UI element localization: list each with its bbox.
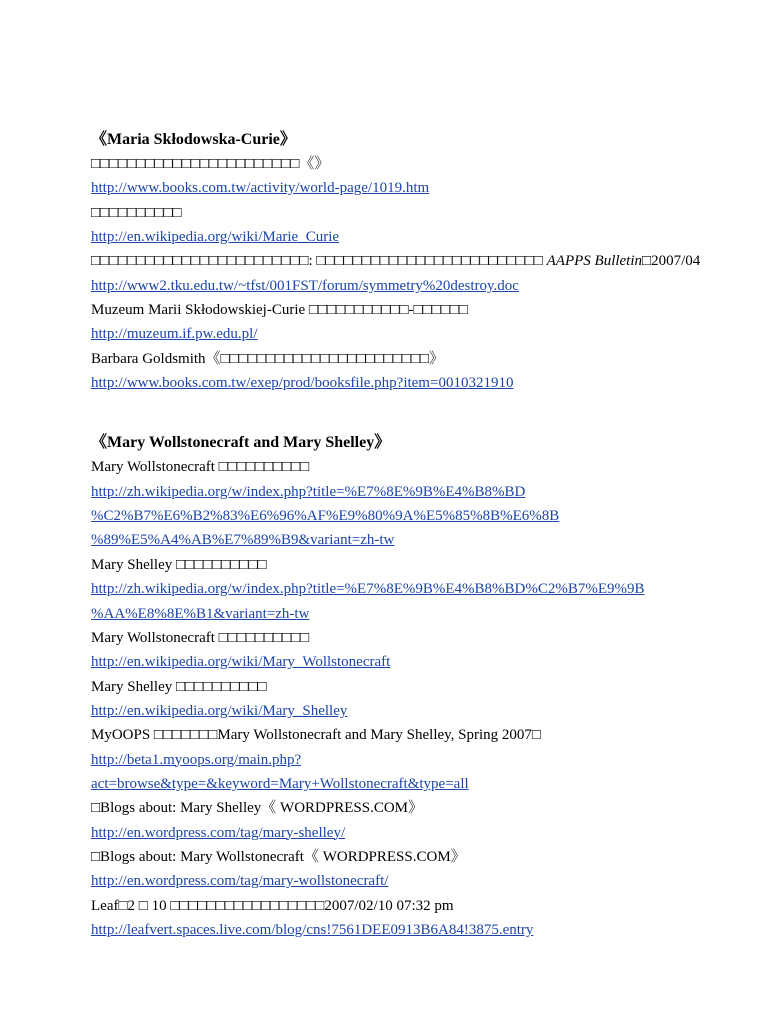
text-line: Leaf□2 □ 10 □□□□□□□□□□□□□□□□□2007/02/10 07:32 pm: [91, 897, 454, 914]
hyperlink[interactable]: http://en.wikipedia.org/wiki/Marie_Curie: [91, 229, 340, 246]
text-line: [91, 249, 731, 273]
text-line: □Blogs about: Mary Shelley《 WORDPRESS.COM》: [91, 800, 423, 817]
text-segment: □2007/04: [642, 253, 701, 270]
hyperlink[interactable]: http://leafvert.spaces.live.com/blog/cns!7561DEE0913B6A84!3875.entry: [91, 921, 534, 938]
text-line: Barbara Goldsmith《□□□□□□□□□□□□□□□□□□□□□□□》: [91, 350, 444, 367]
hyperlink[interactable]: act=browse&type=&keyword=Mary+Wollstonecraft&type=all: [91, 775, 469, 792]
text-line: Mary Wollstonecraft □□□□□□□□□□: [91, 459, 310, 476]
text-line: MyOOPS □□□□□□□Mary Wollstonecraft and Mary Shelley, Spring 2007□: [91, 727, 541, 744]
hyperlink[interactable]: %AA%E8%8E%B1&variant=zh-tw: [91, 605, 310, 622]
text-line: □Blogs about: Mary Wollstonecraft《 WORDPRESS.COM》: [91, 848, 466, 865]
hyperlink[interactable]: http://www2.tku.edu.tw/~tfst/001FST/forum/symmetry%20destroy.doc: [91, 277, 519, 294]
section-heading: 《Mary Wollstonecraft and Mary Shelley》: [91, 434, 391, 452]
text-line: Muzeum Marii Skłodowskiej-Curie □□□□□□□□□□□-□□□□□□: [91, 302, 468, 319]
hyperlink[interactable]: http://beta1.myoops.org/main.php?: [91, 751, 302, 768]
hyperlink[interactable]: http://www.books.com.tw/exep/prod/booksfile.php?item=0010321910: [91, 375, 514, 392]
hyperlink[interactable]: http://en.wordpress.com/tag/mary-shelley/: [91, 824, 346, 841]
hyperlink[interactable]: http://en.wikipedia.org/wiki/Mary_Wollstonecraft: [91, 654, 391, 671]
hyperlink[interactable]: http://zh.wikipedia.org/w/index.php?title=%E7%8E%9B%E4%B8%BD%C2%B7%E9%9B: [91, 581, 645, 598]
section-wollstonecraft-shelley: [91, 430, 731, 942]
document-page: [91, 127, 731, 942]
hyperlink[interactable]: %89%E5%A4%AB%E7%89%B9&variant=zh-tw: [91, 532, 395, 549]
text-line: □□□□□□□□□□: [91, 204, 182, 221]
hyperlink[interactable]: http://www.books.com.tw/activity/world-page/1019.htm: [91, 180, 430, 197]
text-line: Mary Shelley □□□□□□□□□□: [91, 556, 267, 573]
journal-title: AAPPS Bulletin: [546, 253, 643, 270]
section-heading: 《Maria Skłodowska-Curie》: [91, 131, 296, 148]
text-segment: □□□□□□□□□□□□□□□□□□□□□□□□: □□□□□□□□□□□□□□□□□□□□□□□□□: [91, 253, 547, 270]
section-curie: [91, 127, 731, 395]
hyperlink[interactable]: http://zh.wikipedia.org/w/index.php?title=%E7%8E%9B%E4%B8%BD: [91, 483, 526, 500]
hyperlink[interactable]: http://en.wikipedia.org/wiki/Mary_Shelley: [91, 702, 348, 719]
hyperlink[interactable]: %C2%B7%E6%B2%83%E6%96%AF%E9%80%9A%E5%85%8B%E6%8B: [91, 508, 560, 525]
text-line: □□□□□□□□□□□□□□□□□□□□□□□《》: [91, 156, 330, 172]
text-line: Mary Wollstonecraft □□□□□□□□□□: [91, 629, 310, 646]
hyperlink[interactable]: http://muzeum.if.pw.edu.pl/: [91, 326, 258, 343]
hyperlink[interactable]: http://en.wordpress.com/tag/mary-wollstonecraft/: [91, 873, 389, 890]
text-line: Mary Shelley □□□□□□□□□□: [91, 678, 267, 695]
